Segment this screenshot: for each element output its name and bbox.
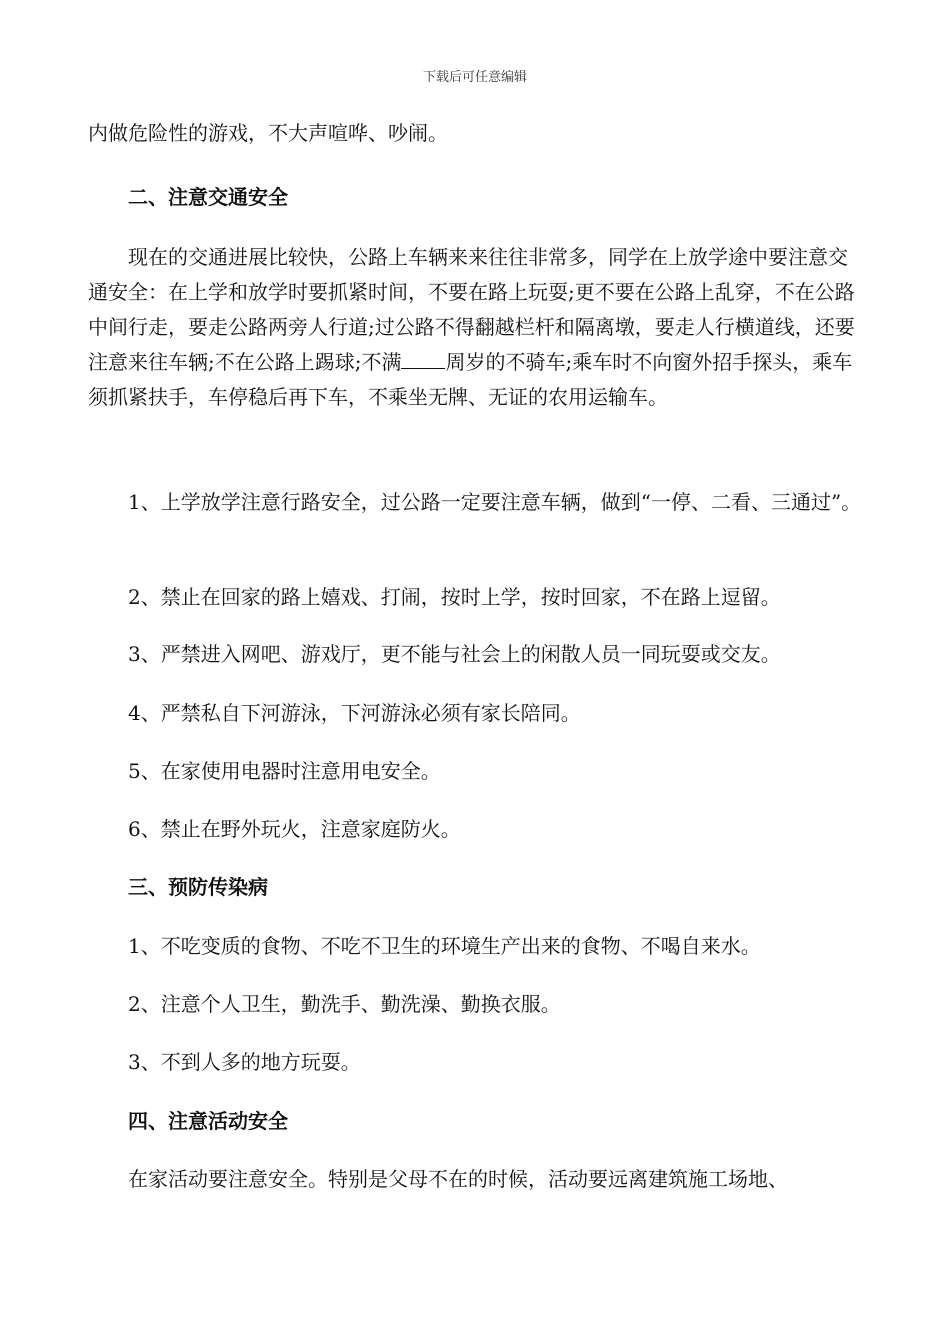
list-item: 3、严禁进入网吧、游戏厅，更不能与社会上的闲散人员一同玩耍或交友。 — [128, 642, 781, 666]
list-item: 2、注意个人卫生，勤洗手、勤洗澡、勤换衣服。 — [128, 992, 561, 1016]
section-heading: 二、注意交通安全 — [128, 185, 288, 209]
paragraph-text: 周岁的不骑车;乘车时不向窗外招手探头，乘车须抓紧扶手，车停稳后再下车，不乘坐无牌、无证的农用运输车。 — [88, 350, 853, 409]
paragraph: 内做危险性的游戏，不大声喧哗、吵闹。 — [88, 121, 448, 145]
section-heading: 四、注意活动安全 — [128, 1109, 288, 1133]
list-item: 1、不吃变质的食物、不吃不卫生的环境生产出来的食物、不喝自来水。 — [128, 934, 761, 958]
page-header: 下载后可任意编辑 — [422, 70, 527, 85]
paragraph — [88, 240, 863, 415]
paragraph-text: 现在的交通进展比较快，公路上车辆来来往往非常多，同学在上放学途中要注意交通安全：在上学和放学时要抓紧时间，不要在路上玩耍;更不要在公路上乱穿，不在公路中间行走，要走公路两旁人行道;过公路不得翻越栏杆和隔离墩，要走人行横道线，还要注意来往车辆;不在公路上踢球;不满 — [88, 245, 855, 374]
list-item: 3、不到人多的地方玩耍。 — [128, 1050, 361, 1074]
list-item: 2、禁止在回家的路上嬉戏、打闹，按时上学，按时回家，不在路上逗留。 — [128, 585, 781, 609]
list-item: 6、禁止在野外玩火，注意家庭防火。 — [128, 817, 461, 841]
section-heading: 三、预防传染病 — [128, 875, 268, 899]
list-item: 1、上学放学注意行路安全，过公路一定要注意车辆，做到“一停、二看、三通过”。 — [128, 490, 862, 514]
fill-blank — [401, 350, 445, 369]
paragraph: 在家活动要注意安全。特别是父母不在的时候，活动要远离建筑施工场地、 — [128, 1167, 788, 1191]
list-item: 5、在家使用电器时注意用电安全。 — [128, 759, 441, 783]
list-item: 4、严禁私自下河游泳，下河游泳必须有家长陪同。 — [128, 701, 581, 725]
